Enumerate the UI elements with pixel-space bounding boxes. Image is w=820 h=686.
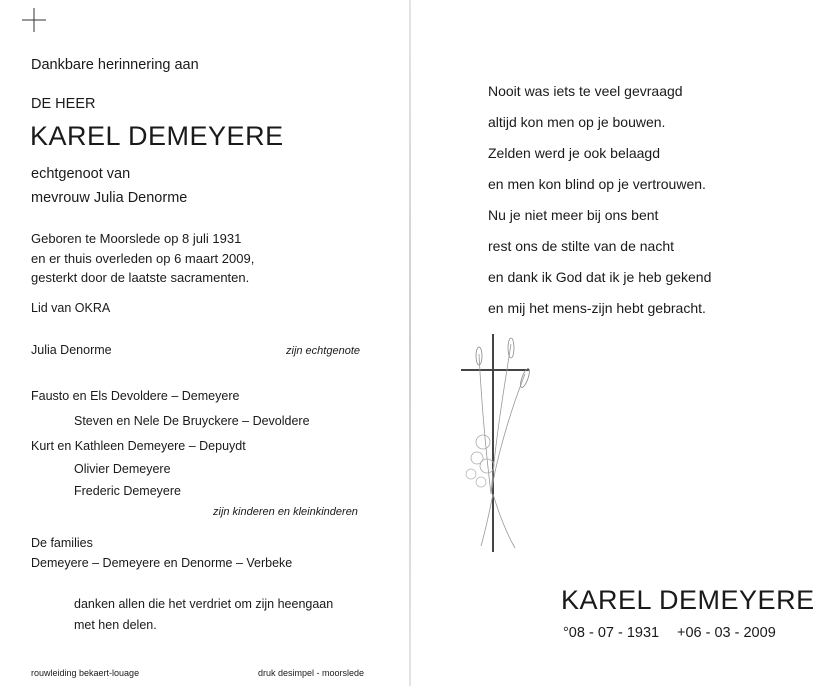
children-role: zijn kinderen en kleinkinderen bbox=[213, 506, 358, 518]
intro-text: Dankbare herinnering aan bbox=[31, 57, 199, 73]
thanks-line-2: met hen delen. bbox=[74, 618, 157, 632]
poem-line: en men kon blind op je vertrouwen. bbox=[488, 176, 706, 192]
family-line: Olivier Demeyere bbox=[74, 462, 171, 476]
birth-line-1: Geboren te Moorslede op 8 juli 1931 bbox=[31, 231, 242, 246]
poem-line: en dank ik God dat ik je heb gekend bbox=[488, 269, 712, 285]
card-fold bbox=[409, 0, 411, 686]
poem-line: Nooit was iets te veel gevraagd bbox=[488, 83, 683, 99]
memorial-name: KAREL DEMEYERE bbox=[561, 585, 815, 615]
spouse-line-2: mevrouw Julia Denorme bbox=[31, 190, 188, 206]
family-line: Steven en Nele De Bruyckere – Devoldere bbox=[74, 414, 310, 428]
thanks-line-1: danken allen die het verdriet om zijn heengaan bbox=[74, 597, 334, 611]
cross-wheat-illustration bbox=[455, 334, 535, 556]
footer-printer: druk desimpel - moorslede bbox=[258, 668, 365, 678]
families-label: De families bbox=[31, 536, 93, 550]
poem-line: altijd kon men op je bouwen. bbox=[488, 114, 666, 130]
poem-line: Nu je niet meer bij ons bent bbox=[488, 207, 659, 223]
widow-role: zijn echtgenote bbox=[286, 345, 360, 357]
poem-line: Zelden werd je ook belaagd bbox=[488, 145, 661, 161]
widow-name: Julia Denorme bbox=[31, 343, 112, 357]
birth-line-3: gesterkt door de laatste sacramenten. bbox=[31, 270, 250, 285]
birth-line-2: en er thuis overleden op 6 maart 2009, bbox=[31, 251, 255, 266]
spouse-line-1: echtgenoot van bbox=[31, 166, 131, 182]
family-line: Frederic Demeyere bbox=[74, 484, 181, 498]
death-date: +06 - 03 - 2009 bbox=[677, 625, 776, 641]
poem-line: en mij het mens-zijn hebt gebracht. bbox=[488, 300, 706, 316]
poem-line: rest ons de stilte van de nacht bbox=[488, 238, 674, 254]
family-line: Fausto en Els Devoldere – Demeyere bbox=[31, 389, 240, 403]
deceased-name: KAREL DEMEYERE bbox=[30, 121, 284, 151]
membership: Lid van OKRA bbox=[31, 301, 111, 315]
cross-icon bbox=[22, 8, 46, 32]
families-names: Demeyere – Demeyere en Denorme – Verbeke bbox=[31, 556, 293, 570]
footer-funeral-home: rouwleiding bekaert-louage bbox=[31, 668, 140, 678]
salutation: DE HEER bbox=[31, 96, 96, 112]
birth-date: °08 - 07 - 1931 bbox=[563, 625, 660, 641]
family-line: Kurt en Kathleen Demeyere – Depuydt bbox=[31, 439, 246, 453]
poem bbox=[488, 82, 711, 330]
